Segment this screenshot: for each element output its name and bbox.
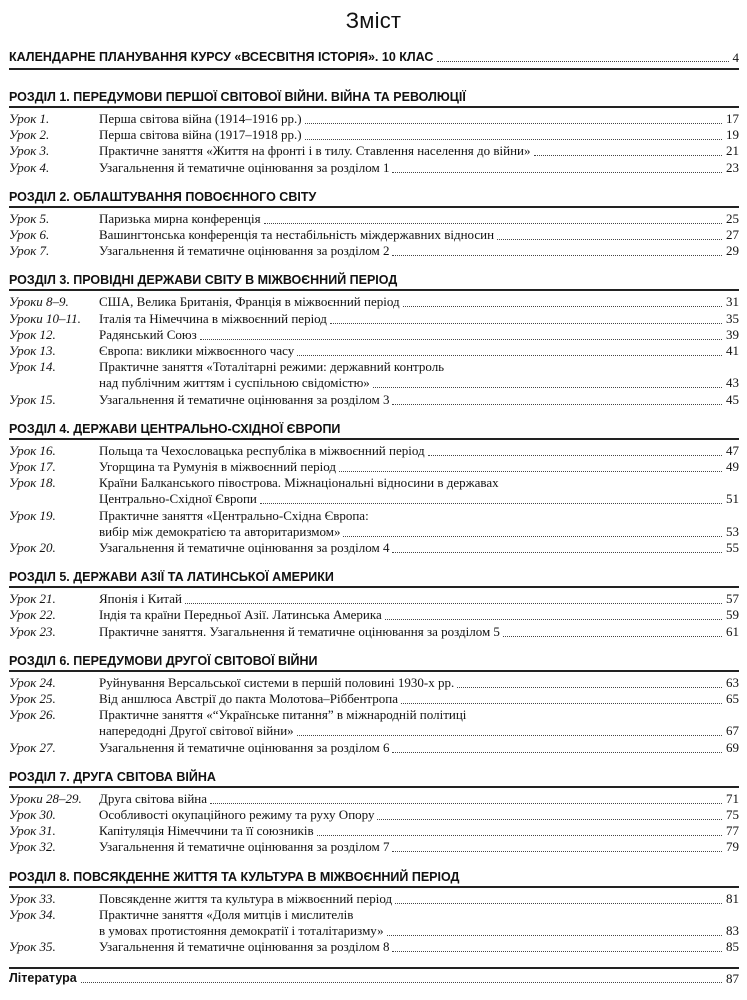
toc-entry[interactable] (9, 311, 739, 327)
dot-leader (377, 807, 722, 820)
lesson-label: Урок 6. (9, 227, 50, 242)
page-number: 55 (726, 540, 739, 555)
dot-leader (392, 740, 722, 753)
page-number: 23 (726, 159, 739, 175)
dot-leader (392, 243, 722, 256)
page-number: 43 (726, 375, 739, 391)
lesson-title: Центрально-Східної Європи (99, 491, 257, 507)
page-number: 25 (726, 210, 739, 226)
lesson-title: Польща та Чехословацька республіка в міжвоєнний період (99, 442, 425, 458)
toc-entry[interactable] (9, 907, 739, 923)
section-heading: РОЗДІЛ 6. ПЕРЕДУМОВИ ДРУГОЇ СВІТОВОЇ ВІЙНИ (9, 653, 318, 668)
page-number: 81 (726, 890, 739, 906)
toc-entry[interactable] (9, 243, 739, 259)
toc-entry[interactable] (9, 740, 739, 756)
lesson-title: Угорщина та Румунія в міжвоєнний період (99, 459, 336, 474)
toc-entry[interactable] (9, 111, 739, 127)
section-rule (9, 786, 739, 788)
lesson-label: Урок 5. (9, 210, 50, 226)
dot-leader (264, 211, 722, 224)
dot-leader (297, 343, 722, 356)
dot-leader (200, 327, 722, 340)
lesson-title: Особливості окупаційного режиму та руху Опору (99, 807, 375, 822)
toc-entry[interactable] (9, 707, 739, 723)
dot-leader (534, 143, 722, 156)
page-number: 35 (726, 310, 739, 326)
page-number: 51 (726, 491, 739, 507)
toc-entry[interactable] (9, 839, 739, 855)
dot-leader (392, 839, 722, 852)
lesson-title: Від аншлюса Австрії до пакта Молотова–Ріббентропа (99, 691, 398, 706)
dot-leader (330, 311, 722, 324)
section-rule (9, 106, 739, 108)
lesson-label: Урок 35. (9, 939, 56, 955)
page-number: 69 (726, 739, 739, 755)
toc-entry[interactable] (9, 359, 739, 375)
dot-leader (392, 540, 722, 553)
page-number: 77 (726, 823, 739, 839)
dot-leader (260, 491, 722, 504)
page-number: 85 (726, 939, 739, 955)
page-number: 71 (726, 790, 739, 806)
lesson-label: Урок 31. (9, 823, 56, 839)
dot-leader (343, 524, 722, 537)
lesson-title: США, Велика Британія, Франція в міжвоєнний період (99, 294, 400, 310)
section-heading: РОЗДІЛ 7. ДРУГА СВІТОВА ВІЙНА (9, 769, 216, 784)
toc-entry[interactable] (9, 675, 739, 691)
section-rule (9, 206, 739, 208)
dot-leader (457, 675, 722, 688)
lesson-label: Урок 19. (9, 507, 56, 523)
section-rule (9, 886, 739, 888)
section-rule (9, 586, 739, 588)
toc-entry[interactable] (9, 508, 739, 524)
lesson-title: напередодні Другої світової війни» (99, 723, 294, 739)
lesson-label: Урок 20. (9, 540, 56, 555)
lesson-title: Практичне заняття. Узагальнення й тематичне оцінювання за розділом 5 (99, 623, 500, 639)
dot-leader (392, 392, 722, 405)
lesson-label: Урок 17. (9, 459, 56, 474)
toc-entry[interactable] (9, 540, 739, 556)
dot-leader (403, 294, 722, 307)
toc-entry[interactable] (9, 491, 739, 507)
page-number: 65 (726, 691, 739, 706)
dot-leader (503, 624, 722, 637)
lesson-title: в умовах протистояння демократії і тоталітаризму» (99, 923, 384, 938)
section-rule (9, 438, 739, 440)
lesson-title: Паризька мирна конференція (99, 210, 261, 226)
page-number: 83 (726, 923, 739, 938)
literature-title: Література (9, 971, 77, 986)
lesson-title: над публічним життям і суспільною свідомістю» (99, 375, 370, 391)
page-title: Зміст (345, 8, 402, 33)
lesson-title: Практичне заняття «Центрально-Східна Європа: (99, 507, 369, 523)
page-number: 47 (726, 442, 739, 458)
calendar-planning-entry[interactable] (9, 50, 739, 65)
lesson-label: Уроки 28–29. (9, 790, 82, 806)
lesson-label: Урок 26. (9, 707, 56, 723)
lesson-title: Італія та Німеччина в міжвоєнний період (99, 310, 327, 326)
lesson-label: Урок 34. (9, 906, 56, 922)
dot-leader (297, 723, 722, 736)
lesson-title: Руйнування Версальської системи в першій половині 1930-х рр. (99, 674, 455, 690)
toc-entry[interactable] (9, 691, 739, 707)
lesson-title: Практичне заняття «Життя на фронті і в тилу. Ставлення населення до війни» (99, 143, 531, 159)
page-number: 87 (726, 971, 739, 987)
dot-leader (392, 939, 722, 952)
page-number: 29 (726, 243, 739, 259)
lesson-title: Узагальнення й тематичне оцінювання за розділом 4 (99, 540, 390, 555)
lesson-title: Узагальнення й тематичне оцінювання за розділом 2 (99, 243, 390, 259)
lesson-label: Уроки 8–9. (9, 294, 69, 310)
toc-entry[interactable] (9, 723, 739, 739)
lesson-title: Перша світова війна (1914–1916 рр.) (99, 111, 302, 126)
lesson-label: Урок 33. (9, 890, 56, 906)
lesson-title: Країни Балканського півострова. Міжнаціональні відносини в державах (99, 475, 499, 491)
lesson-title: Друга світова війна (99, 790, 207, 806)
dot-leader (392, 160, 722, 173)
lesson-title: Узагальнення й тематичне оцінювання за розділом 7 (99, 839, 390, 855)
section-heading: РОЗДІЛ 5. ДЕРЖАВИ АЗІЇ ТА ЛАТИНСЬКОЇ АМЕРИКИ (9, 570, 334, 585)
lesson-title: Індія та країни Передньої Азії. Латинська Америка (99, 607, 382, 623)
toc-entry[interactable] (9, 923, 739, 939)
lesson-title: Узагальнення й тематичне оцінювання за розділом 3 (99, 391, 390, 407)
toc-entry[interactable] (9, 127, 739, 143)
dot-leader (305, 111, 722, 124)
toc-entry[interactable] (9, 343, 739, 359)
dot-leader (395, 891, 722, 904)
lesson-title: Узагальнення й тематичне оцінювання за розділом 1 (99, 159, 390, 175)
lesson-title: Повсякденне життя та культура в міжвоєнний період (99, 890, 393, 906)
toc-entry[interactable] (9, 459, 739, 475)
lesson-label: Урок 2. (9, 127, 50, 143)
dot-leader (385, 607, 722, 620)
toc-entry[interactable] (9, 891, 739, 907)
section-rule (9, 670, 739, 672)
lesson-title: Практичне заняття «“Українське питання” в міжнародній політиці (99, 707, 467, 723)
dot-leader (305, 127, 722, 140)
toc-entry[interactable] (9, 475, 739, 491)
toc-entry[interactable] (9, 591, 739, 607)
lesson-label: Уроки 10–11. (9, 310, 81, 326)
lesson-label: Урок 13. (9, 343, 56, 358)
literature-entry[interactable] (9, 971, 739, 986)
toc-entry[interactable] (9, 624, 739, 640)
dot-leader (387, 923, 722, 936)
dot-leader (373, 375, 722, 388)
lesson-label: Урок 16. (9, 442, 56, 458)
toc-entry[interactable] (9, 939, 739, 955)
lesson-label: Урок 1. (9, 111, 50, 126)
dot-leader (437, 50, 728, 62)
lesson-title: Узагальнення й тематичне оцінювання за розділом 8 (99, 939, 390, 955)
toc-entry[interactable] (9, 160, 739, 176)
section-heading: РОЗДІЛ 3. ПРОВІДНІ ДЕРЖАВИ СВІТУ В МІЖВОЄННИЙ ПЕРІОД (9, 273, 398, 288)
toc-entry[interactable] (9, 375, 739, 391)
toc-entry[interactable] (9, 791, 739, 807)
lesson-label: Урок 12. (9, 326, 56, 342)
page-number: 21 (726, 143, 739, 159)
dot-leader (497, 227, 722, 240)
page-number: 31 (726, 294, 739, 310)
section-rule (9, 68, 739, 70)
section-rule (9, 967, 739, 969)
calendar-planning-title: КАЛЕНДАРНЕ ПЛАНУВАННЯ КУРСУ «ВСЕСВІТНЯ ІСТОРІЯ». 10 КЛАС (9, 50, 434, 64)
page-number: 4 (732, 50, 739, 65)
page-number: 27 (726, 227, 739, 242)
lesson-label: Урок 32. (9, 839, 56, 855)
lesson-title: Вашингтонська конференція та нестабільність міждержавних відносин (99, 227, 495, 242)
lesson-label: Урок 18. (9, 475, 56, 491)
dot-leader (185, 591, 722, 604)
lesson-title: Радянський Союз (99, 326, 197, 342)
section-heading: РОЗДІЛ 4. ДЕРЖАВИ ЦЕНТРАЛЬНО-СХІДНОЇ ЄВРОПИ (9, 421, 341, 436)
dot-leader (401, 691, 722, 704)
toc-entry[interactable] (9, 211, 739, 227)
toc-entry[interactable] (9, 823, 739, 839)
lesson-label: Урок 21. (9, 591, 56, 607)
toc-entry[interactable] (9, 443, 739, 459)
lesson-title: Капітуляція Німеччини та її союзників (99, 823, 314, 839)
lesson-title: вибір між демократією та авторитаризмом» (99, 523, 341, 539)
lesson-label: Урок 30. (9, 807, 56, 822)
lesson-label: Урок 14. (9, 359, 56, 375)
toc-entry[interactable] (9, 524, 739, 540)
lesson-label: Урок 27. (9, 739, 56, 755)
lesson-title: Узагальнення й тематичне оцінювання за розділом 6 (99, 739, 390, 755)
dot-leader (339, 459, 722, 472)
page-number: 45 (726, 391, 739, 407)
toc-entry[interactable] (9, 143, 739, 159)
lesson-title: Європа: виклики міжвоєнного часу (99, 343, 295, 358)
toc-entry[interactable] (9, 807, 739, 823)
section-rule (9, 289, 739, 291)
page-number: 41 (726, 343, 739, 358)
page-number: 67 (726, 723, 739, 739)
page-number: 75 (726, 807, 739, 822)
page-number: 19 (726, 127, 739, 143)
toc-entry[interactable] (9, 327, 739, 343)
lesson-title: Практичне заняття «Доля митців і мислителів (99, 906, 354, 922)
page-number: 17 (726, 111, 739, 126)
lesson-label: Урок 7. (9, 243, 50, 259)
toc-entry[interactable] (9, 392, 739, 408)
page-number: 59 (726, 607, 739, 623)
page-number: 61 (726, 623, 739, 639)
lesson-title: Практичне заняття «Тоталітарні режими: державний контроль (99, 359, 445, 375)
page-number: 63 (726, 674, 739, 690)
lesson-label: Урок 22. (9, 607, 56, 623)
dot-leader (81, 971, 722, 983)
dot-leader (428, 443, 722, 456)
lesson-label: Урок 15. (9, 391, 56, 407)
page-number: 39 (726, 326, 739, 342)
dot-leader (317, 823, 722, 836)
lesson-label: Урок 24. (9, 674, 56, 690)
section-heading: РОЗДІЛ 2. ОБЛАШТУВАННЯ ПОВОЄННОГО СВІТУ (9, 189, 317, 204)
section-heading: РОЗДІЛ 8. ПОВСЯКДЕННЕ ЖИТТЯ ТА КУЛЬТУРА В МІЖВОЄННИЙ ПЕРІОД (9, 869, 460, 884)
lesson-label: Урок 4. (9, 159, 50, 175)
lesson-label: Урок 23. (9, 623, 56, 639)
page-number: 49 (726, 459, 739, 474)
toc-entry[interactable] (9, 607, 739, 623)
lesson-title: Перша світова війна (1917–1918 рр.) (99, 127, 302, 143)
toc-entry[interactable] (9, 294, 739, 310)
page-number: 57 (726, 591, 739, 607)
section-heading: РОЗДІЛ 1. ПЕРЕДУМОВИ ПЕРШОЇ СВІТОВОЇ ВІЙНИ. ВІЙНА ТА РЕВОЛЮЦІЇ (9, 90, 466, 104)
lesson-label: Урок 25. (9, 691, 56, 706)
page-number: 53 (726, 523, 739, 539)
dot-leader (210, 791, 722, 804)
page-number: 79 (726, 839, 739, 855)
lesson-title: Японія і Китай (99, 591, 182, 607)
toc-entry[interactable] (9, 227, 739, 243)
lesson-label: Урок 3. (9, 143, 50, 159)
